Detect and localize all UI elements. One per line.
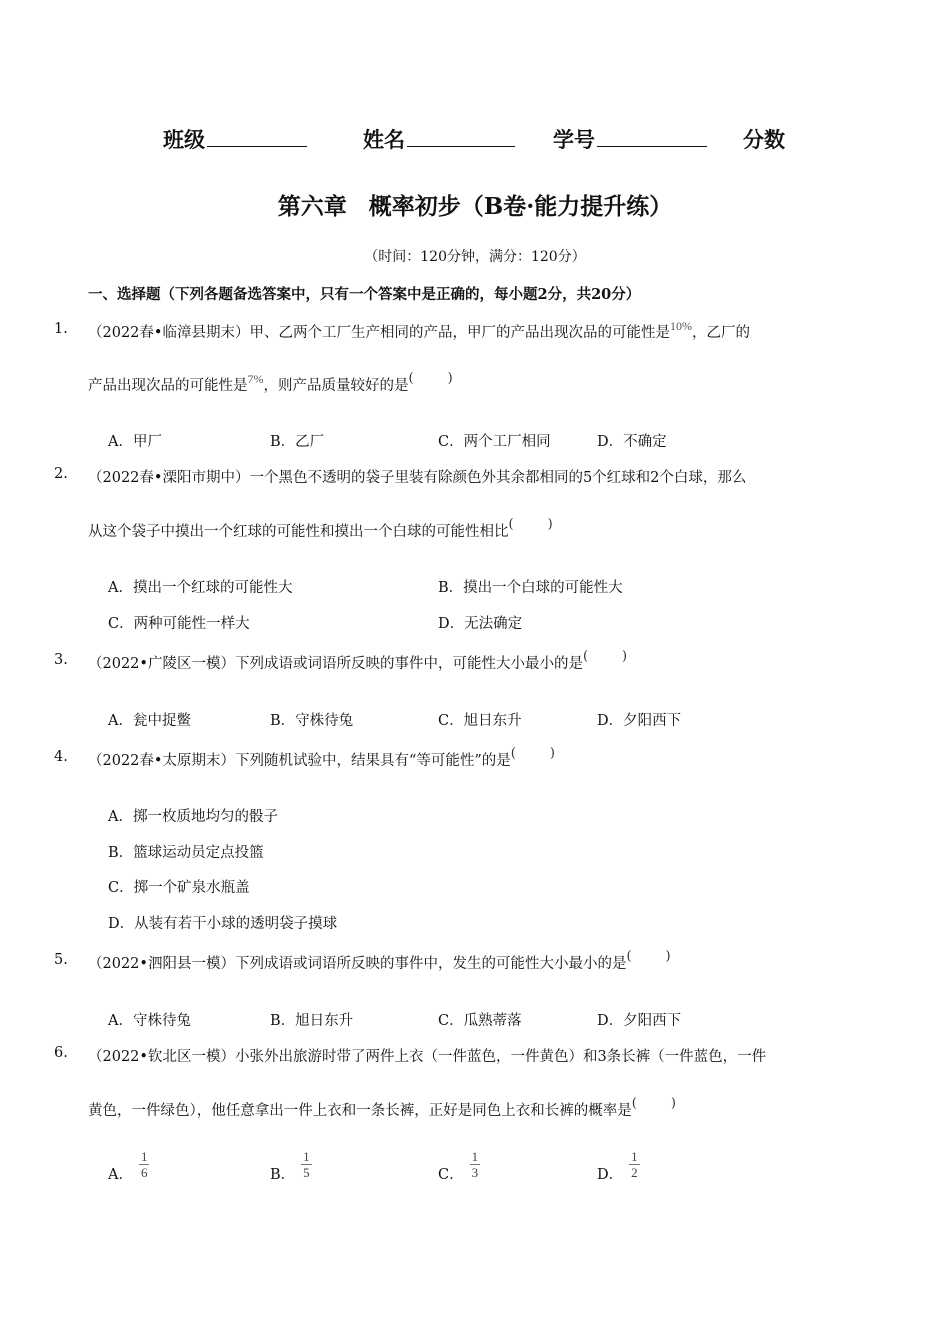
answer-blank[interactable]: ( ) xyxy=(408,371,453,386)
question-1-line-2 xyxy=(88,371,453,395)
question-2-option-b[interactable]: B．摸出一个白球的可能性大 xyxy=(438,580,623,596)
question-5-option-a[interactable]: A．守株待兔 xyxy=(108,1013,191,1029)
question-4-option-b[interactable]: B．篮球运动员定点投篮 xyxy=(108,845,264,861)
question-3-option-a[interactable]: A．瓮中捉鳖 xyxy=(108,713,191,729)
question-text: （2022春•临漳县期末）甲、乙两个工厂生产相同的产品，甲厂的产品出现次品的可能性是 xyxy=(88,325,670,341)
question-2-line-1: （2022春•溧阳市期中）一个黑色不透明的袋子里装有除颜色外其余都相同的5个红球和2个白球，那么 xyxy=(88,470,747,486)
question-3-line-1 xyxy=(88,649,628,673)
question-4-option-c[interactable]: C．掷一个矿泉水瓶盖 xyxy=(108,880,250,896)
question-3-option-c[interactable]: C．旭日东升 xyxy=(438,713,522,729)
question-4-line-1 xyxy=(88,746,555,770)
section-heading: 一、选择题（下列各题备选答案中，只有一个答案中是正确的，每小题2分，共20分） xyxy=(88,286,641,303)
question-1-option-b[interactable]: B．乙厂 xyxy=(270,434,325,450)
question-3-option-d[interactable]: D．夕阳西下 xyxy=(597,713,682,729)
chapter-label: 第六章 xyxy=(277,193,347,220)
question-6-option-b[interactable]: B． $\frac{1}{5}$ xyxy=(270,1149,310,1183)
question-4-number: 4. xyxy=(54,749,68,765)
question-4-option-d[interactable]: D．从装有若干小球的透明袋子摸球 xyxy=(108,916,338,932)
question-5-option-d[interactable]: D．夕阳西下 xyxy=(597,1013,682,1029)
name-label: 姓名 xyxy=(363,127,405,152)
class-field[interactable] xyxy=(163,124,307,154)
score-field xyxy=(743,124,785,154)
question-1-line-1 xyxy=(88,321,750,342)
question-text: （2022•泗阳县一模）下列成语或词语所反映的事件中，发生的可能性大小最小的是 xyxy=(88,956,627,972)
page-title xyxy=(0,188,950,221)
question-4-option-a[interactable]: A．掷一枚质地均匀的骰子 xyxy=(108,809,278,825)
question-6-line-1: （2022•钦北区一模）小张外出旅游时带了两件上衣（一件蓝色，一件黄色）和3条长裤（一件蓝色，一件 xyxy=(88,1049,767,1065)
question-3-number: 3. xyxy=(54,652,68,668)
question-text: （2022春•太原期末）下列随机试验中，结果具有“等可能性”的是 xyxy=(88,753,511,769)
question-2-option-d[interactable]: D．无法确定 xyxy=(438,616,523,632)
question-2-line-2 xyxy=(88,517,553,541)
answer-blank[interactable]: ( ) xyxy=(510,746,555,761)
question-5-line-1 xyxy=(88,949,671,973)
question-1-option-d[interactable]: D．不确定 xyxy=(597,434,667,450)
question-2-option-c[interactable]: C．两种可能性一样大 xyxy=(108,616,250,632)
name-field[interactable] xyxy=(363,124,515,154)
question-6-option-a[interactable]: A． $\frac{1}{6}$ xyxy=(108,1149,148,1183)
class-label: 班级 xyxy=(163,127,205,152)
student-id-label: 学号 xyxy=(553,127,595,152)
fraction: $\frac{1}{5}$ xyxy=(303,1149,310,1180)
answer-blank[interactable]: ( ) xyxy=(626,949,671,964)
question-1-number: 1. xyxy=(54,321,68,337)
fraction: $\frac{1}{2}$ xyxy=(631,1149,638,1180)
math-value: 10% xyxy=(669,319,692,333)
math-value: 7% xyxy=(247,372,264,386)
question-6-number: 6. xyxy=(54,1045,68,1061)
question-text: ，则产品质量较好的是 xyxy=(263,378,409,394)
question-6-line-2 xyxy=(88,1096,676,1120)
question-text: （2022•广陵区一模）下列成语或词语所反映的事件中，可能性大小最小的是 xyxy=(88,656,583,672)
question-text: 产品出现次品的可能性是 xyxy=(88,378,248,394)
exam-info: （时间：120分钟，满分：120分） xyxy=(364,249,586,265)
name-blank[interactable] xyxy=(407,126,515,147)
question-1-option-c[interactable]: C．两个工厂相同 xyxy=(438,434,551,450)
question-3-option-b[interactable]: B．守株待兔 xyxy=(270,713,354,729)
fraction: $\frac{1}{6}$ xyxy=(140,1149,148,1180)
question-2-option-a[interactable]: A．摸出一个红球的可能性大 xyxy=(108,580,293,596)
student-id-field[interactable] xyxy=(553,124,707,154)
question-text: 黄色，一件绿色），他任意拿出一件上衣和一条长裤，正好是同色上衣和长裤的概率是 xyxy=(88,1103,632,1119)
question-5-option-b[interactable]: B．旭日东升 xyxy=(270,1013,354,1029)
question-6-option-c[interactable]: C． $\frac{1}{3}$ xyxy=(438,1149,479,1183)
answer-blank[interactable]: ( ) xyxy=(582,649,628,664)
question-6-option-d[interactable]: D． $\frac{1}{2}$ xyxy=(597,1149,638,1183)
score-label: 分数 xyxy=(743,127,785,152)
question-2-number: 2. xyxy=(54,466,68,482)
chapter-title: 概率初步（B卷·能力提升练） xyxy=(368,193,673,220)
student-id-blank[interactable] xyxy=(597,126,707,147)
question-1-option-a[interactable]: A．甲厂 xyxy=(108,434,162,450)
question-5-number: 5. xyxy=(54,952,68,968)
question-text: ，乙厂的 xyxy=(691,325,750,341)
question-text: 从这个袋子中摸出一个红球的可能性和摸出一个白球的可能性相比 xyxy=(88,524,509,540)
answer-blank[interactable]: ( ) xyxy=(508,517,553,532)
fraction: $\frac{1}{3}$ xyxy=(471,1149,479,1180)
question-5-option-c[interactable]: C．瓜熟蒂落 xyxy=(438,1013,522,1029)
answer-blank[interactable]: ( ) xyxy=(631,1096,676,1111)
class-blank[interactable] xyxy=(207,126,307,147)
